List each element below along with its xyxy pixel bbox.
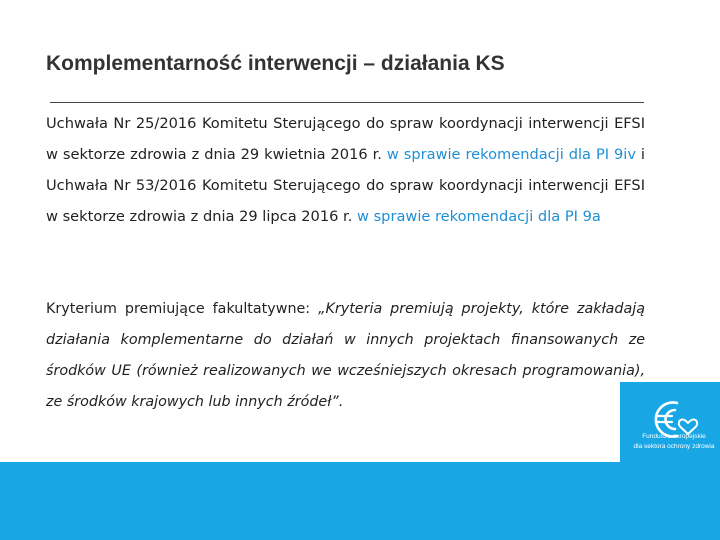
footer-bar: [0, 462, 720, 540]
logo-line-2: dla sektora ochrony zdrowia: [633, 443, 715, 450]
link-recommendation-pi-9iv[interactable]: w sprawie rekomendacji dla PI 9iv: [386, 146, 636, 163]
link-recommendation-pi-9a[interactable]: w sprawie rekomendacji dla PI 9a: [357, 208, 601, 225]
criterion-quote: „Kryteria premiują projekty, które zakładają działania komplementarne do działań w innych projektach finansowanych ze środków UE (również realizowanych we wcześniejszych okresach programowania), ze środków krajowych lub innych źródeł”.: [46, 301, 646, 410]
resolutions-text-2: i Uchwała Nr 53/2016 Komitetu Sterującego do spraw koordynacji interwencji EFSI w sektorze zdrowia z dnia 29 lipca 2016 r.: [46, 146, 645, 225]
logo-line-1: Fundusze europejskie: [642, 433, 706, 440]
logo-caption: [628, 432, 720, 452]
funds-logo: [620, 382, 720, 462]
criterion-paragraph: [46, 294, 645, 418]
resolutions-paragraph: [46, 108, 645, 232]
page-title: Komplementarność interwencji – działania KS: [46, 52, 505, 75]
criterion-label: Kryterium premiujące fakultatywne:: [46, 301, 319, 317]
title-divider: [50, 102, 644, 103]
resolutions-text-1: Uchwała Nr 25/2016 Komitetu Sterującego do spraw koordynacji interwencji EFSI w sektorze zdrowia z dnia 29 kwietnia 2016 r.: [46, 115, 645, 163]
